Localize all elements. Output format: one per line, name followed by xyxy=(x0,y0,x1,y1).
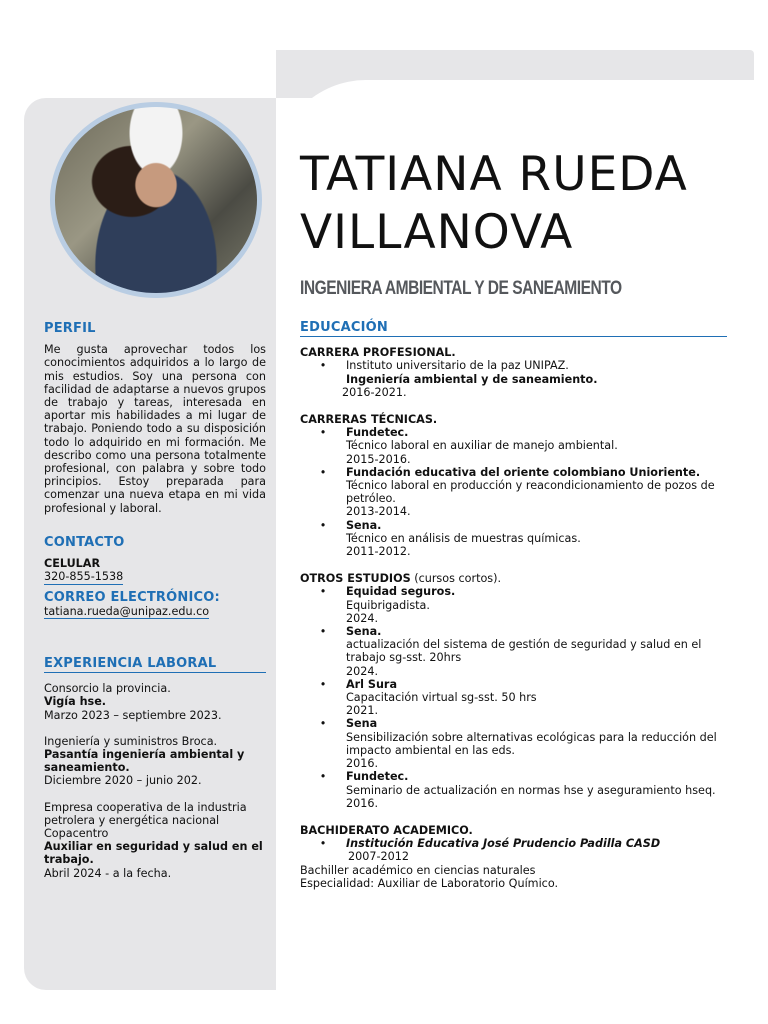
perfil-section xyxy=(44,322,266,515)
name-line-2: VILLANOVA xyxy=(300,205,574,260)
list-item xyxy=(300,717,730,730)
tecnica-detail: Técnico laboral en auxiliar de manejo ambiental. xyxy=(346,439,618,453)
tecnica-detail: Técnico laboral en producción y reacondicionamiento de pozos de petróleo. xyxy=(346,479,715,506)
curso-detail: Sensibilización sobre alternativas ecológicas para la reducción del impacto ambiental en las eds. xyxy=(346,730,717,757)
email-title: CORREO ELECTRÓNICO: xyxy=(44,589,220,605)
experiencia-section xyxy=(44,657,266,880)
list-item xyxy=(300,770,730,783)
experience-role: Pasantía ingeniería ambiental y saneamiento. xyxy=(44,748,245,775)
bachillerato-specialty: Especialidad: Auxiliar de Laboratorio Químico. xyxy=(300,876,559,890)
experience-company: Ingeniería y suministros Broca. xyxy=(44,734,218,748)
otros-list xyxy=(300,585,730,809)
carrera-title: CARRERA PROFESIONAL. xyxy=(300,346,456,360)
profile-photo xyxy=(50,102,262,298)
experience-dates: Abril 2024 - a la fecha. xyxy=(44,866,172,880)
list-item xyxy=(300,678,730,691)
bullet-icon: • xyxy=(319,359,327,373)
perfil-title: PERFIL xyxy=(44,321,96,336)
name-line-1: TATIANA RUEDA xyxy=(300,147,688,202)
curso-detail: Seminario de actualización en normas hse y aseguramiento hseq. xyxy=(346,783,716,797)
curso-detail: Capacitación virtual sg-sst. 50 hrs xyxy=(346,691,537,705)
bachillerato-dates: 2007-2012 xyxy=(348,850,409,864)
experience-company: Empresa cooperativa de la industria petrolera y energética nacional Copacentro xyxy=(44,800,247,841)
curso-dates: 2021. xyxy=(346,704,379,718)
educacion-title: EDUCACIÓN xyxy=(300,321,727,337)
experience-dates: Marzo 2023 – septiembre 2023. xyxy=(44,708,222,722)
tecnica-name: Sena. xyxy=(346,518,382,532)
tecnica-dates: 2011-2012. xyxy=(346,545,411,559)
tecnicas-list xyxy=(300,426,730,558)
experience-role: Auxiliar en seguridad y salud en el trabajo. xyxy=(44,840,263,867)
contacto-section xyxy=(44,536,266,619)
experiencia-title: EXPERIENCIA LABORAL xyxy=(44,657,266,673)
email-link[interactable]: tatiana.rueda@unipaz.edu.co xyxy=(44,604,210,618)
tecnica-name: Fundetec. xyxy=(346,426,409,440)
tecnica-dates: 2013-2014. xyxy=(346,505,411,519)
curso-name: Sena xyxy=(346,717,378,731)
bullet-icon: • xyxy=(319,465,327,479)
list-item xyxy=(300,585,730,598)
bullet-icon: • xyxy=(319,770,327,784)
list-item xyxy=(300,837,730,850)
contacto-title: CONTACTO xyxy=(44,535,125,550)
carrera-institution: Instituto universitario de la paz UNIPAZ. xyxy=(346,359,569,373)
list-item xyxy=(300,426,730,439)
curso-name: Sena. xyxy=(346,625,382,639)
experience-role: Vigía hse. xyxy=(44,695,107,709)
curso-name: Fundetec. xyxy=(346,770,409,784)
list-item xyxy=(300,466,730,479)
curso-name: Equidad seguros. xyxy=(346,585,456,599)
experience-item xyxy=(44,735,266,788)
carrera-dates: 2016-2021. xyxy=(342,385,407,399)
experience-item xyxy=(44,801,266,880)
list-item xyxy=(300,519,730,532)
curso-detail: Equibrigadista. xyxy=(346,598,430,612)
bullet-icon: • xyxy=(319,585,327,599)
otros-title: OTROS ESTUDIOS xyxy=(300,572,411,586)
carrera-degree: Ingeniería ambiental y de saneamiento. xyxy=(346,372,598,386)
bullet-icon: • xyxy=(319,717,327,731)
perfil-text: Me gusta aprovechar todos los conocimientos adquiridos a lo largo de mis estudios. Soy una persona con facilidad de adaptarse a nuevos grupos de trabajo y tareas, interesada en aportar mis habilidades a mi lugar de trabajo. Poniendo todo a su disposición todo lo adquirido en mi formación. Me describo como una persona totalmente profesional, con palabra y sobre todo principios. Estoy preparada para comenzar una nueva etapa en mi vida profesional y laboral. xyxy=(44,343,266,515)
curso-detail: actualización del sistema de gestión de seguridad y salud en el trabajo sg-sst. 20hrs xyxy=(346,638,702,665)
bachillerato-title: BACHIDERATO ACADEMICO. xyxy=(300,823,473,837)
bachillerato-degree: Bachiller académico en ciencias naturales xyxy=(300,863,536,877)
bullet-icon: • xyxy=(319,837,327,851)
bullet-icon: • xyxy=(319,625,327,639)
list-item xyxy=(300,359,730,372)
candidate-name xyxy=(300,146,688,262)
curso-dates: 2016. xyxy=(346,796,379,810)
otros-note: (cursos cortos). xyxy=(414,572,502,586)
experience-item xyxy=(44,682,266,722)
curso-dates: 2024. xyxy=(346,611,379,625)
bachillerato-institution: Institución Educativa José Prudencio Padilla CASD xyxy=(346,837,661,851)
curso-name: Arl Sura xyxy=(346,677,397,691)
experience-company: Consorcio la provincia. xyxy=(44,682,171,696)
tecnica-dates: 2015-2016. xyxy=(346,452,411,466)
bullet-icon: • xyxy=(319,677,327,691)
tecnica-name: Fundación educativa del oriente colombiano Unioriente. xyxy=(346,465,701,479)
otros-heading xyxy=(300,572,730,585)
curso-dates: 2016. xyxy=(346,757,379,771)
tecnicas-title: CARRERAS TÉCNICAS. xyxy=(300,413,438,427)
phone-number[interactable]: 320-855-1538 xyxy=(44,570,124,584)
experience-dates: Diciembre 2020 – junio 202. xyxy=(44,774,202,788)
curso-dates: 2024. xyxy=(346,664,379,678)
list-item xyxy=(300,625,730,638)
bullet-icon: • xyxy=(319,426,327,440)
tecnica-detail: Técnico en análisis de muestras químicas. xyxy=(346,531,581,545)
educacion-section xyxy=(300,321,730,890)
bullet-icon: • xyxy=(319,518,327,532)
profession-subtitle: INGENIERA AMBIENTAL Y DE SANEAMIENTO xyxy=(300,278,622,299)
phone-label: CELULAR xyxy=(44,557,101,571)
